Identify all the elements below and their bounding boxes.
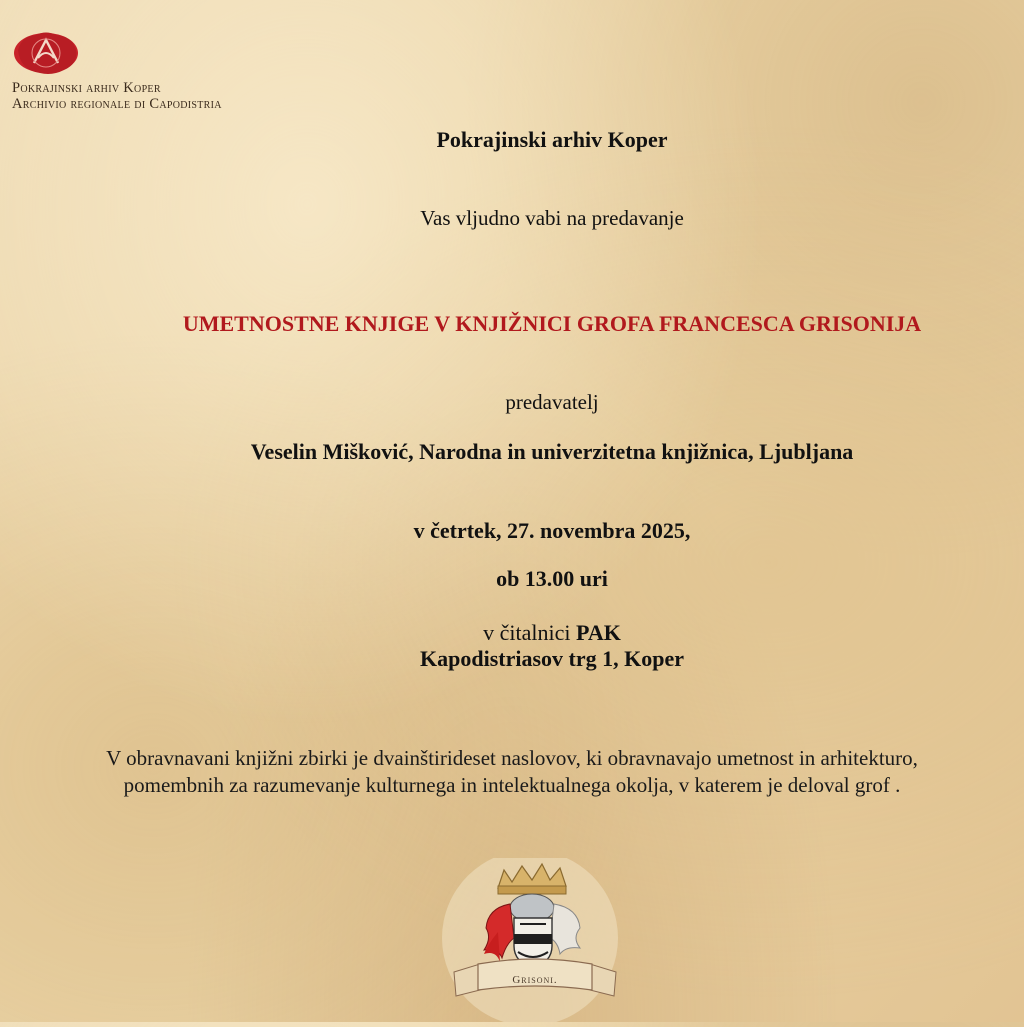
event-address: Kapodistriasov trg 1, Koper (420, 646, 684, 671)
lecture-title: UMETNOSTNE KNJIGE V KNJIŽNICI GROFA FRANCESCA GRISONIJA (182, 311, 922, 336)
organizer: Pokrajinski arhiv Koper (436, 127, 668, 152)
description (0, 745, 1024, 799)
coat-of-arms-label: Grisoni. (512, 974, 558, 986)
invite-text: Vas vljudno vabi na predavanje (420, 206, 684, 230)
lecturer-label: predavatelj (505, 390, 599, 414)
event-date: v četrtek, 27. novembra 2025, (413, 518, 691, 543)
location-prefix: v čitalnici (483, 620, 577, 645)
grisoni-coat-of-arms (440, 858, 630, 1022)
event-time: ob 13.00 uri (496, 566, 608, 591)
logo-line-1: Pokrajinski arhiv Koper (12, 80, 161, 96)
archive-seal-icon (12, 30, 80, 76)
coat-of-arms-icon (440, 858, 630, 1022)
event-location (40, 620, 1024, 646)
lecturer-name: Veselin Mišković, Narodna in univerzitetna knjižnica, Ljubljana (250, 439, 854, 464)
description-line-2: pomembnih za razumevanje kulturnega in intelektualnega okolja, v katerem je deloval grof . (123, 773, 901, 797)
description-line-1: V obravnavani knjižni zbirki je dvainštirideset naslovov, ki obravnavajo umetnost in arhitekturo, (106, 746, 918, 770)
location-name: PAK (576, 620, 621, 645)
logo-line-2: Archivio regionale di Capodistria (12, 96, 222, 112)
